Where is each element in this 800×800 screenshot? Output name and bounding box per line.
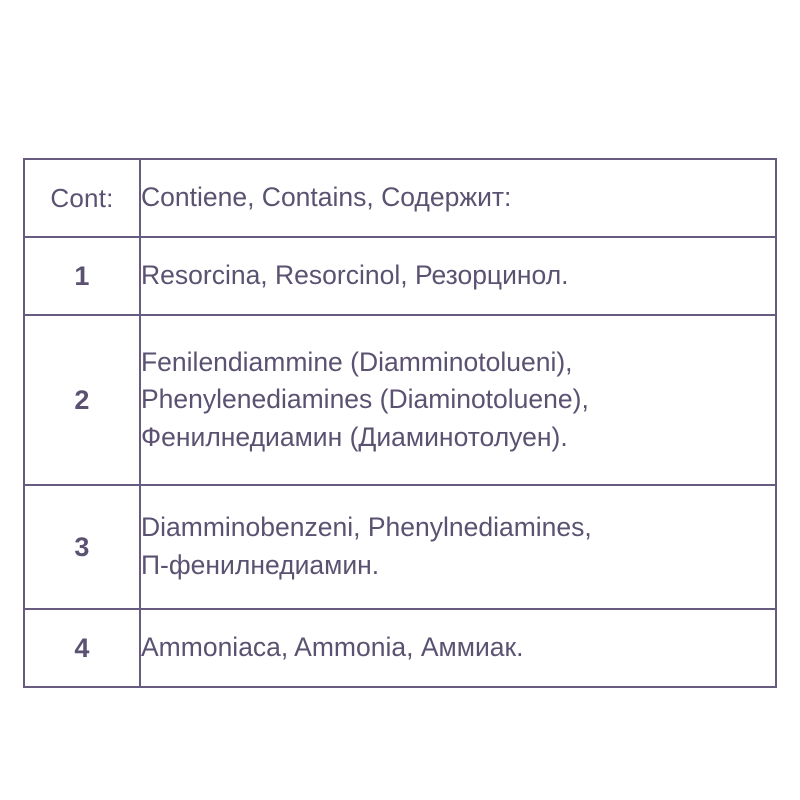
- row-text-cell: [140, 237, 776, 315]
- row-text-line: П-фенилнедиамин.: [141, 550, 380, 580]
- row-code-cell: 4: [24, 609, 140, 687]
- row-text-line: Phenylenediamines (Diaminotoluene),: [141, 384, 589, 415]
- ingredient-table-body: [24, 159, 776, 687]
- row-code-cell: 3: [24, 485, 140, 609]
- row-code-cell: Cont:: [24, 159, 140, 237]
- row-code-cell: 1: [24, 237, 140, 315]
- row-code-cell: 2: [24, 315, 140, 485]
- row-text-cell: [140, 159, 776, 237]
- table-row: [24, 237, 776, 315]
- table-row: [24, 315, 776, 485]
- row-text-line: Resorcina, Resorcinol, Резорцинол.: [141, 260, 569, 291]
- ingredient-table: [23, 158, 777, 688]
- row-text-cell: [140, 315, 776, 485]
- row-text-line: Фенилнедиамин (Диаминотолуен).: [141, 421, 568, 452]
- row-text-line: Fenilendiammine (Diamminotolueni),: [141, 346, 573, 377]
- table-row: [24, 159, 776, 237]
- row-text-line: Ammoniaca, Ammonia, Аммиак.: [141, 632, 524, 663]
- table-row: [24, 609, 776, 687]
- row-text-cell: [140, 609, 776, 687]
- row-text-line: Contiene, Contains, Содержит:: [141, 182, 512, 213]
- row-text-cell: [140, 485, 776, 609]
- row-text-line: Diamminobenzeni, Phenylnediamines,: [141, 512, 592, 543]
- table-row: [24, 485, 776, 609]
